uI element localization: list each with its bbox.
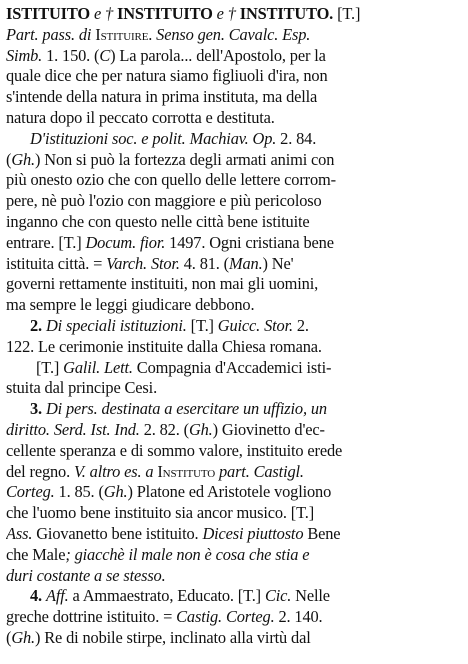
text-line xyxy=(6,482,458,503)
text-line xyxy=(6,420,458,441)
text-segment: C xyxy=(99,45,111,65)
text-segment: cellente speranza e di sommo valore, instituito erede xyxy=(6,440,343,460)
text-segment: Man. xyxy=(229,253,263,273)
text-segment: e † xyxy=(90,4,118,23)
text-segment: Di speciali istituzioni. xyxy=(45,315,187,335)
text-segment: stuita dal principe Cesi. xyxy=(6,378,158,398)
text-segment: Castig. Corteg. xyxy=(176,607,275,627)
text-segment: Cic. xyxy=(264,586,292,606)
text-segment: Nelle xyxy=(291,586,330,606)
text-segment: entrare. [T.] xyxy=(6,232,86,252)
text-segment: Part. pass. di xyxy=(6,24,96,44)
text-segment: diritto. Serd. Ist. Ind. xyxy=(6,419,140,439)
text-line xyxy=(6,316,458,337)
text-segment: 122. Le cerimonie instituite dalla Chiesa romana. xyxy=(6,336,322,356)
text-segment: ISTITUITO xyxy=(6,4,90,23)
text-line xyxy=(6,191,458,212)
text-segment: che l'uomo bene instituito sia ancor musico. [T.] xyxy=(6,503,315,523)
text-segment: ; giacchè il male non è cosa che stia e xyxy=(65,544,310,564)
text-segment: Guicc. Stor. xyxy=(217,315,293,335)
text-line xyxy=(6,628,458,649)
text-line xyxy=(6,108,458,129)
text-segment: greche dottrine istituito. = xyxy=(6,607,177,627)
text-segment: INSTITUITO xyxy=(117,4,213,23)
text-segment: ( xyxy=(6,627,12,647)
text-segment: [T.] xyxy=(333,4,361,23)
text-line xyxy=(6,87,458,108)
text-segment: ) Re di nobile stirpe, inclinato alla virtù dal xyxy=(35,627,311,647)
text-segment: D'istituzioni soc. e polit. Machiav. Op. xyxy=(30,128,277,148)
text-segment: Ass. xyxy=(6,523,33,543)
text-line xyxy=(6,358,458,379)
text-segment: a Ammaestrato, Educato. [T.] xyxy=(68,586,265,606)
text-segment: 1. 85. ( xyxy=(54,482,104,502)
text-segment: Gh. xyxy=(11,149,35,169)
text-segment: ) Ne' xyxy=(262,253,294,273)
text-line xyxy=(6,378,458,399)
text-segment: Di pers. destinata a esercitare un uffizio, un xyxy=(45,399,327,419)
text-segment: Simb. xyxy=(6,45,43,65)
text-line xyxy=(6,566,458,587)
text-line xyxy=(6,150,458,171)
text-segment: Istituire. xyxy=(95,24,153,44)
text-line xyxy=(6,4,458,25)
text-segment: ( xyxy=(6,149,12,169)
text-segment: Compagnia d'Accademici isti- xyxy=(132,357,332,377)
text-line xyxy=(6,66,458,87)
text-segment: V. altro es. a xyxy=(74,461,154,481)
text-line xyxy=(6,233,458,254)
text-line xyxy=(6,503,458,524)
text-segment: Bene xyxy=(303,523,341,543)
text-segment: ) Platone ed Aristotele vogliono xyxy=(127,482,332,502)
text-segment: ma sempre le leggi giudicare debbono. xyxy=(6,295,255,315)
text-segment: INSTITUTO. xyxy=(239,4,334,23)
text-segment: Instituto xyxy=(153,461,219,481)
text-segment: Docum. fior. xyxy=(85,232,166,252)
text-segment: Galil. Lett. xyxy=(63,357,133,377)
text-segment: Gh. xyxy=(103,482,128,502)
text-segment: Gh. xyxy=(188,419,213,439)
text-line xyxy=(6,170,458,191)
text-segment: 4. xyxy=(30,586,46,606)
text-segment: duri costante a se stesso. xyxy=(6,565,166,585)
text-segment: Dicesi piuttosto xyxy=(202,523,304,543)
text-segment: Gh. xyxy=(11,627,35,647)
text-segment: natura dopo il peccato corrotta e destituta. xyxy=(6,107,275,127)
text-line xyxy=(6,25,458,46)
text-segment: pere, nè può l'ozio con maggiore e più pericoloso xyxy=(6,191,322,211)
text-line xyxy=(6,295,458,316)
text-line xyxy=(6,441,458,462)
text-segment: più onesto ozio che con quello delle lettere corrom- xyxy=(6,170,336,190)
text-segment: ) Non si può la fortezza degli armati animi con xyxy=(35,149,335,169)
text-line xyxy=(6,254,458,275)
text-segment: 2. 140. xyxy=(274,607,323,627)
text-line xyxy=(6,399,458,420)
text-segment: e † xyxy=(212,4,240,23)
text-segment: [T.] xyxy=(36,357,64,377)
text-line xyxy=(6,586,458,607)
text-segment: quale dice che per natura siamo figliuoli d'ira, non xyxy=(6,66,328,86)
text-segment: 1497. Ogni cristiana bene xyxy=(165,232,334,252)
text-segment: [T.] xyxy=(186,315,218,335)
text-line xyxy=(6,545,458,566)
text-segment: 2. 84. xyxy=(276,128,317,148)
text-segment: 2. 82. ( xyxy=(139,419,189,439)
text-segment: 4. 81. ( xyxy=(179,253,229,273)
text-segment: 3. xyxy=(30,399,46,419)
text-line xyxy=(6,212,458,233)
text-segment: Corteg. xyxy=(6,482,55,502)
text-segment: 2. xyxy=(30,315,46,335)
text-segment: Giovanetto bene istituito. xyxy=(32,523,203,543)
text-segment: s'intende della natura in prima instituta, ma della xyxy=(6,87,318,107)
text-line xyxy=(6,274,458,295)
text-segment: del regno. xyxy=(6,461,74,481)
text-line xyxy=(6,607,458,628)
text-line xyxy=(6,524,458,545)
text-segment: 2. xyxy=(292,315,309,335)
text-segment: ) Giovinetto d'ec- xyxy=(212,419,325,439)
text-segment: Aff. xyxy=(45,586,69,606)
text-segment: inganno che con questo nelle città bene istituite xyxy=(6,211,310,231)
text-segment: part. Castigl. xyxy=(218,461,304,481)
text-segment: governi rettamente instituiti, non mai gli uomini, xyxy=(6,274,319,294)
text-line xyxy=(6,337,458,358)
text-segment: Senso gen. Cavalc. Esp. xyxy=(152,24,311,44)
text-segment: Varch. Stor. xyxy=(106,253,180,273)
text-segment: che Male xyxy=(6,544,66,564)
text-segment: 1. 150. ( xyxy=(42,45,100,65)
text-segment: ) La parola... dell'Apostolo, per la xyxy=(110,45,326,65)
text-segment: istituita città. = xyxy=(6,253,107,273)
text-line xyxy=(6,46,458,67)
text-line xyxy=(6,462,458,483)
text-line xyxy=(6,129,458,150)
